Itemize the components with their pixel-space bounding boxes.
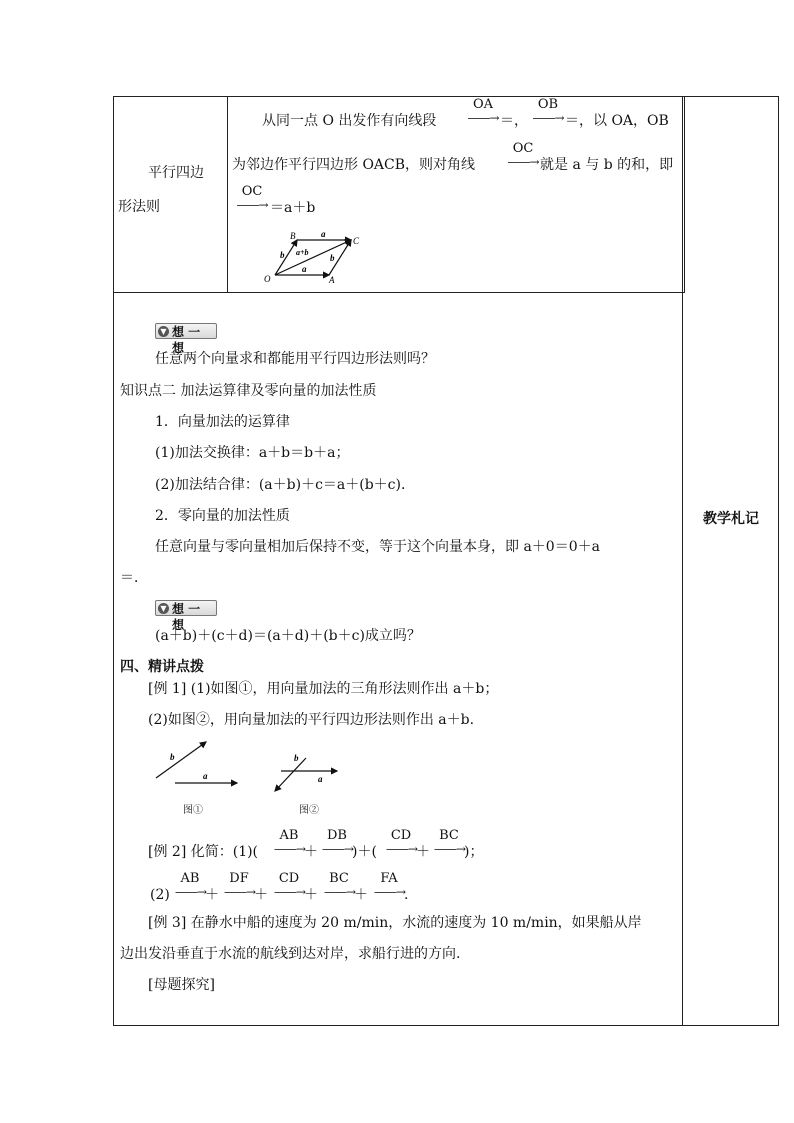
knowledge-point-2: 知识点二 加法运算律及零向量的加法性质: [120, 383, 377, 399]
example-2-lead: [例 2] 化简：(1)(: [148, 844, 259, 860]
plus-1: ＋: [304, 844, 318, 860]
vector-bc: BC ——→: [434, 828, 466, 856]
vector-cd-2: CD ——→: [274, 871, 306, 899]
plus-5: ＋: [304, 887, 318, 903]
point-b-label: B: [290, 231, 296, 241]
fig2-vector-b: [275, 758, 306, 791]
vector-ob: OB ——→: [532, 97, 564, 125]
fig1-a-label: a: [203, 771, 208, 781]
ex2-end: )；: [464, 844, 484, 860]
think-badge-2: ▼ 想 一 想: [155, 600, 217, 616]
example-3a: [例 3] 在静水中船的速度为 20 m/min，水流的速度为 10 m/min，如果船从岸: [148, 915, 642, 931]
row-label-line2: 形法则: [118, 199, 160, 215]
mother-problem-label: [母题探究]: [148, 977, 215, 993]
vector-fa: FA ——→: [374, 871, 406, 899]
vector-ab: AB ——→: [274, 828, 306, 856]
method-line3: ＝a＋b: [270, 200, 316, 216]
example-1b: (2)如图②，用向量加法的平行四边形法则作出 a＋b.: [148, 712, 475, 728]
vector-bc-2: BC ——→: [324, 871, 356, 899]
plus-2: ＋: [416, 844, 430, 860]
vector-cd: CD ——→: [386, 828, 418, 856]
vector-oa: OA ——→: [467, 97, 499, 125]
example-1-figures: [150, 738, 350, 798]
figure-1-caption: 图①: [183, 805, 203, 816]
label-b-right: b: [330, 253, 335, 263]
label-a-bottom: a: [302, 264, 307, 274]
figure-2-caption: 图②: [299, 805, 319, 816]
point-o-label: O: [264, 274, 271, 284]
question-2: (a＋b)＋(c＋d)＝(a＋d)＋(b＋c)成立吗？: [155, 628, 421, 644]
label-a-top: a: [321, 229, 326, 239]
fig2-b-label: b: [294, 753, 299, 763]
method-sep2: ＝，以 OA，OB: [565, 113, 669, 129]
fig1-vector-b: [156, 742, 206, 778]
example-1a: [例 1] (1)如图①，用向量加法的三角形法则作出 a＋b；: [148, 681, 499, 697]
vector-db: DB ——→: [322, 828, 354, 856]
example-3b: 边出发沿垂直于水流的航线到达对岸，求船行进的方向.: [120, 946, 461, 962]
chevron-down-icon: ▼: [158, 326, 169, 337]
chevron-down-icon: ▼: [158, 603, 169, 614]
section-4-heading: 四、精讲点拨: [120, 659, 204, 675]
fig1-b-label: b: [170, 752, 175, 762]
example-2-part2: (2): [150, 887, 170, 903]
method-line2b: 就是 a 与 b 的和，即: [540, 157, 674, 173]
question-1: 任意两个向量求和都能用平行四边形法则吗？: [155, 351, 435, 367]
parallelogram-figure: [260, 228, 370, 288]
knowledge-2: 2．零向量的加法性质: [155, 508, 290, 524]
knowledge-2a: 任意向量与零向量相加后保持不变，等于这个向量本身，即 a＋0＝0＋a: [155, 539, 600, 555]
vector-oc: OC ——→: [507, 141, 539, 169]
inner-table-divider: [227, 96, 228, 293]
plus-4: ＋: [254, 887, 268, 903]
knowledge-1a: (1)加法交换律：a＋b＝b＋a；: [155, 445, 350, 461]
method-line2: 为邻边作平行四边形 OACB，则对角线: [232, 157, 476, 173]
method-line1: 从同一点 O 出发作有向线段: [262, 113, 437, 129]
ex2-mid: )＋(: [352, 844, 377, 860]
vector-ab-2: AB ——→: [175, 871, 207, 899]
teaching-notes-label: 教学札记: [703, 511, 759, 527]
method-sep1: ＝，: [500, 113, 528, 129]
vector-oc-2: OC ——→: [236, 184, 268, 212]
plus-3: ＋: [205, 887, 219, 903]
point-a-label: A: [329, 275, 335, 285]
knowledge-1: 1．向量加法的运算律: [155, 414, 290, 430]
knowledge-1b: (2)加法结合律：(a＋b)＋c＝a＋(b＋c)．: [155, 477, 415, 493]
label-a-plus-b: a+b: [296, 248, 309, 257]
fig2-a-label: a: [318, 774, 323, 784]
label-b-left: b: [280, 250, 285, 260]
row-label-line1: 平行四边: [148, 165, 204, 181]
knowledge-2b: ＝．: [120, 570, 148, 586]
plus-6: ＋: [354, 887, 368, 903]
think-badge-1: ▼ 想 一 想: [155, 323, 217, 339]
ex2-period: .: [404, 887, 409, 903]
point-c-label: C: [353, 236, 360, 246]
vector-df: DF ——→: [224, 871, 256, 899]
